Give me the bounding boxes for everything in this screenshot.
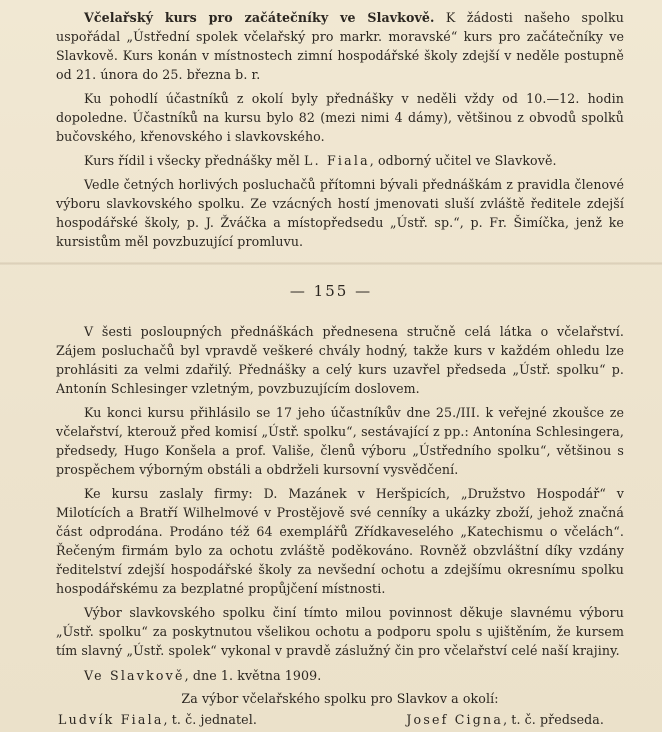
intro-text: K žádosti našeho spolku uspořádal „Ústřední spolek včelařský pro markr. moravské“ kurs pro začátečníky ve Slavkově. Kurs konán v místnostech zimní hospodářské školy zdejší v neděle postupně od 21. února do 25. března b. r.: [56, 10, 625, 82]
signature-lead: Za výbor včelařského spolku pro Slavkov a okolí:: [181, 691, 499, 706]
bottom-article: [56, 322, 624, 729]
paragraph-exam: Ku konci kursu přihlásilo se 17 jeho účastníkův dne 25./III. k veřejné zkoušce ze včelařství, kterouž před komisí „Ústř. spolku“, sestávající z pp.: Antonína Schlesingera, předsedy, Hugo Konšela a prof. Vališe, členů výboru „Ústředního spolku“, většinou s prospěchem výborným obstáli a obdrželi kursovní vysvědčení.: [56, 405, 624, 477]
paragraph-instructor: [56, 151, 624, 170]
instructor-text-a: Kurs řídil i všecky přednášky měl: [84, 153, 305, 168]
signature-left: [58, 710, 257, 729]
signature-right: [406, 710, 604, 729]
paragraph-lectures: V šesti posloupných přednáškách přednesena stručně celá látka o včelařství. Zájem posluchačů byl vpravdě veškeré chvály hodný, takže kurs v každém ohledu lze prohlásiti za velmi zdařilý. Přednášky a celý kurs uzavřel předseda „Ústř. spolku“ p. Antonín Schlesinger vzletným, povzbuzujícím doslovem.: [56, 324, 624, 396]
paragraph-intro: [56, 8, 624, 84]
instructor-text-b: , odborný učitel ve Slavkově.: [369, 153, 557, 168]
signature-right-name: Josef Cigna: [406, 712, 504, 727]
paragraph-guests: Vedle četných horlivých posluchačů přítomni bývali přednáškám z pravidla členové výboru slavkovského spolku. Ze vzácných hostí jmenovati sluší zvláště ředitele zdejší hospodářské školy, p. J. Žváčka a místopředsedu „Ústř. sp.“, p. Fr. Šimíčka, jenž ke kursistům měl povzbuzující promluvu.: [56, 177, 624, 249]
page-fold-divider: [0, 262, 662, 265]
date-place: Ve Slavkově: [84, 668, 185, 683]
top-article: [56, 8, 624, 251]
article-title: Včelařský kurs pro začátečníky ve Slavkově.: [84, 10, 435, 25]
date-rest: , dne 1. května 1909.: [184, 668, 322, 683]
paragraph-attendance: Ku pohodlí účastníků z okolí byly přednášky v neděli vždy od 10.—12. hodin dopoledne. Účastníků na kursu bylo 82 (mezi nimi 4 dámy), většinou z obvodů spolků bučovského, křenovského i slavkovského.: [56, 91, 624, 144]
paragraph-thanks: Výbor slavkovského spolku činí tímto milou povinnost děkuje slavnému výboru „Ústř. spolku“ za poskytnutou všelikou ochotu a podporu spolu s ujištěním, že kursem tím slavný „Ústř. spolek“ vykonal v pravdě záslužný čin pro včelařství celé naší krajiny.: [56, 605, 624, 658]
instructor-name: L. Fiala: [304, 153, 370, 168]
signature-right-role: , t. č. předseda.: [503, 712, 604, 727]
date-line: [56, 666, 624, 685]
page-number: — 155 —: [289, 282, 373, 300]
signature-left-role: , t. č. jednatel.: [163, 712, 257, 727]
paragraph-firms: Ke kursu zaslaly firmy: D. Mazánek v Heršpicích, „Družstvo Hospodář“ v Milotících a Bratří Wilhelmové v Prostějově své cenníky a ukázky zboží, jehož značná část odprodána. Prodáno též 64 exemplářů Zřídkaveselého „Katechismu o včelách“. Řečeným firmám bylo za ochotu zvláště poděkováno. Rovněž obzvláštní díky vzdány ředitelství zdejší hospodářské školy za nevšední ochotu a zdejšímu okresnímu spolku hospodářskému za bezplatné propůjčení místnosti.: [56, 486, 624, 596]
signature-left-name: Ludvík Fiala: [58, 712, 164, 727]
signatures: [56, 710, 624, 729]
